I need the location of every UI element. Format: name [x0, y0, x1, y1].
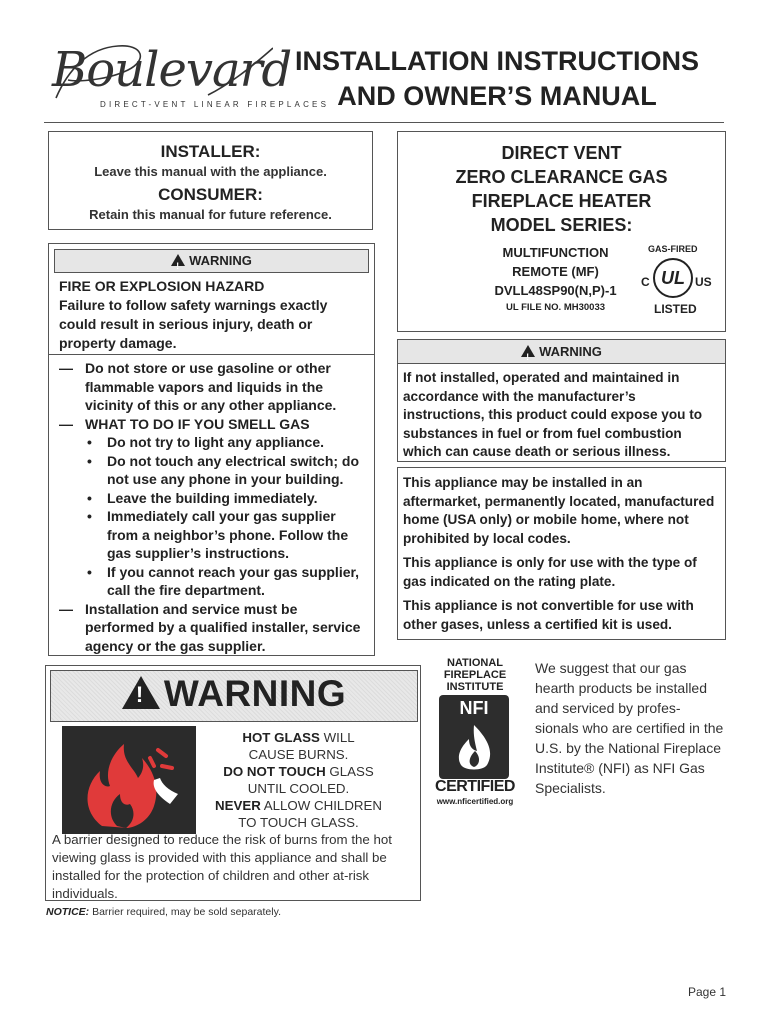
model-heading [398, 141, 725, 237]
bullet-text: If you cannot reach your gas supplier, call the fire department. [107, 563, 360, 598]
title-divider [44, 122, 724, 123]
bullet-marker: • [87, 489, 92, 506]
bullet-text: Do not touch any electrical switch; do not use any phone in your building. [107, 452, 360, 487]
dash-marker: — [59, 360, 73, 376]
nfi-certified-label: CERTIFIED [435, 778, 515, 795]
hot-glass-warning-banner [50, 670, 418, 722]
nfi-flame-shape [439, 695, 509, 779]
title-line-2: AND OWNER’S MANUAL [337, 81, 657, 111]
hazard-divider [49, 354, 374, 355]
model-number: DVLL48SP90(N,P)-1 [494, 283, 617, 298]
model-heading-line: MODEL SERIES: [490, 215, 633, 235]
ul-file-number: UL FILE NO. MH30033 [505, 302, 606, 313]
nfi-line: NATIONAL [446, 657, 503, 669]
installer-heading: INSTALLER: [160, 142, 261, 161]
list-item [59, 415, 368, 434]
warning-label: WARNING [189, 253, 252, 268]
combustion-warning-box [397, 339, 726, 462]
model-heading-line: FIREPLACE HEATER [471, 191, 652, 211]
model-remote: REMOTE (MF) [512, 264, 599, 279]
page-number: Page 1 [688, 985, 727, 999]
consumer-text: Retain this manual for future reference. [89, 207, 332, 222]
barrier-description: A barrier designed to reduce the risk of burns from the hot viewing glass is provided with this appliance and shall be installed for the protection of children and other at-risk individuals. [52, 832, 392, 901]
model-heading-line: DIRECT VENT [501, 143, 622, 163]
appliance-conversion-note: This appliance is not convertible for use with other gases, unless a certified kit is used. [403, 598, 694, 632]
safety-instructions [59, 359, 368, 655]
installer-consumer-box [48, 131, 373, 230]
appliance-info-box [397, 467, 726, 640]
bullet-marker: • [87, 434, 92, 450]
hot-glass-line: NEVER ALLOW CHILDREN [215, 798, 382, 813]
bullet-marker: • [87, 452, 92, 469]
bullet-text: Leave the building immediately. [107, 489, 318, 506]
fire-explosion-warning-box [48, 243, 375, 656]
hot-glass-line: UNTIL COOLED. [247, 781, 350, 796]
bullet-marker: • [87, 563, 92, 580]
combustion-warning-text: If not installed, operated and maintained in accordance with the manufacturer’s instructions, this product could expose you to substances in fuel or from fuel combustion which can cause death or serious illness. [403, 370, 703, 459]
instruction-no-gasoline: Do not store or use gasoline or other flammable vapors and liquids in the vicinity of this or any other appliance. [85, 360, 337, 413]
list-item [59, 433, 368, 452]
dash-marker: — [59, 600, 73, 617]
list-item [59, 507, 368, 563]
ul-listed: LISTED [654, 302, 697, 316]
instruction-smell-gas: WHAT TO DO IF YOU SMELL GAS [85, 415, 310, 432]
nfi-url: www.nficertified.org [436, 797, 514, 806]
hot-glass-line: DO NOT TOUCH GLASS [223, 764, 374, 779]
document-title [272, 44, 722, 114]
logo-wordmark: Boulevard [52, 42, 292, 98]
hazard-title: FIRE OR EXPLOSION HAZARD [59, 278, 265, 294]
hot-glass-line: HOT GLASS WILL [242, 730, 355, 745]
nfi-line: INSTITUTE [446, 681, 504, 693]
notice-text: Barrier required, may be sold separately. [89, 906, 281, 918]
appliance-install-note: This appliance may be installed in an aftermarket, permanently located, manufactured home (USA only) or mobile home, where not prohibited by local codes. [403, 475, 715, 546]
notice-label: NOTICE: [46, 906, 90, 918]
hazard-text: Failure to follow safety warnings exactly could result in serious injury, death or property damage. [59, 297, 328, 351]
ul-c-mark: C [641, 275, 650, 289]
nfi-flame-icon [439, 695, 509, 779]
nfi-recommendation: We suggest that our gas hearth products be installed and serviced by profes- sionals who are certified in the U.S. by the National Fireplace Institute® (NFI) as NFI Gas Specialists. [535, 660, 724, 796]
warning-triangle-icon [122, 676, 160, 709]
list-item [59, 563, 368, 600]
hot-glass-warning-box [45, 665, 421, 901]
warning-triangle-icon [171, 254, 185, 266]
nfi-line: FIREPLACE [443, 669, 507, 681]
list-item [59, 452, 368, 489]
model-series-box [397, 131, 726, 332]
ul-us-mark: US [695, 275, 712, 289]
list-item [59, 600, 368, 656]
brand-logo [48, 40, 330, 115]
warning-header [54, 249, 369, 273]
consumer-heading: CONSUMER: [158, 185, 263, 204]
hot-glass-message [196, 729, 401, 831]
list-item [59, 359, 368, 415]
hot-glass-warning-heading [51, 673, 417, 715]
warning-label: WARNING [163, 673, 347, 714]
installer-text: Leave this manual with the appliance. [94, 164, 327, 179]
model-function: MULTIFUNCTION [502, 245, 609, 260]
bullet-text: Immediately call your gas supplier from a neighbor’s phone. Follow the gas supplier’s instructions. [107, 508, 349, 561]
ul-certification-icon: UL [653, 258, 693, 298]
warning-triangle-icon [521, 345, 535, 357]
nfi-certified-logo [427, 655, 522, 805]
instruction-qualified-installer: Installation and service must be performed by a qualified installer, service agency or the gas supplier. [85, 600, 361, 654]
hot-glass-burn-icon [62, 726, 196, 834]
warning-label: WARNING [539, 344, 602, 359]
hot-glass-line: TO TOUCH GLASS. [238, 815, 359, 830]
list-item [59, 489, 368, 508]
appliance-gas-type-note: This appliance is only for use with the type of gas indicated on the rating plate. [403, 555, 697, 589]
logo-tagline: DIRECT-VENT LINEAR FIREPLACES [100, 100, 330, 109]
model-heading-line: ZERO CLEARANCE GAS [455, 167, 668, 187]
nfi-letters: NFI [459, 698, 489, 718]
hazard-statement [59, 277, 364, 353]
title-line-1: INSTALLATION INSTRUCTIONS [295, 46, 699, 76]
bullet-marker: • [87, 508, 92, 524]
dash-marker: — [59, 415, 73, 432]
ul-gas-fired: GAS-FIRED [648, 244, 698, 254]
barrier-notice [46, 906, 281, 918]
bullet-text: Do not try to light any appliance. [107, 434, 325, 450]
hot-glass-line: CAUSE BURNS. [248, 747, 349, 762]
warning-header [398, 340, 725, 364]
